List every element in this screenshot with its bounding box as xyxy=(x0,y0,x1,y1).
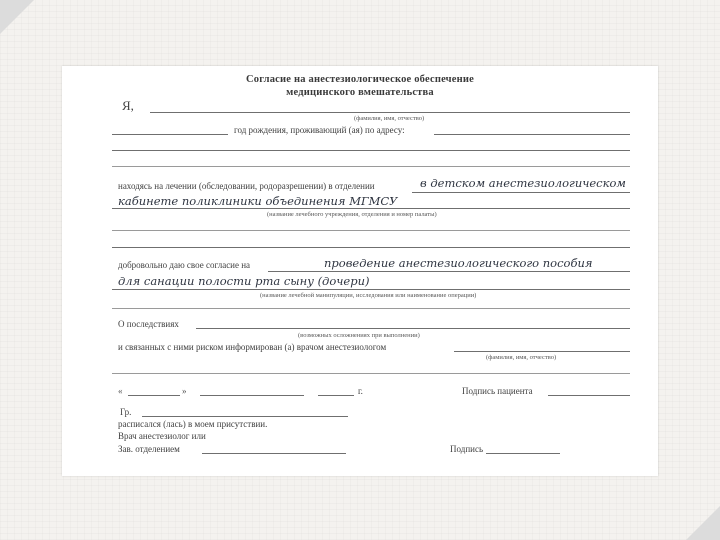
procedure-hint: (название лечебной манипуляции, исследования или наименование операции) xyxy=(260,292,477,299)
treatment-label: находясь на лечении (обследовании, родоразрешении) в отделении xyxy=(118,181,375,191)
ya-label: Я, xyxy=(122,98,134,113)
gr-name-line xyxy=(142,416,348,417)
date-month-line xyxy=(200,395,304,396)
fio-hint: (фамилия, имя, отчество) xyxy=(354,115,425,122)
doctor-name-line xyxy=(454,351,630,352)
head-name-line xyxy=(202,453,346,454)
blank-line-4 xyxy=(112,308,630,309)
signed-in-presence-label: расписался (лась) в моем присутствии. xyxy=(118,419,268,429)
address-line-2 xyxy=(112,150,630,151)
department-line-1 xyxy=(412,192,630,193)
procedure-line-1 xyxy=(268,271,630,272)
procedure-line-2 xyxy=(112,289,630,290)
blank-line-2 xyxy=(112,230,630,231)
consent-form-document xyxy=(62,66,658,476)
consequences-label: О последствиях xyxy=(118,319,179,329)
signature-line xyxy=(486,453,560,454)
corner-decoration-top-left xyxy=(0,0,34,34)
consequences-line xyxy=(196,328,630,329)
corner-decoration-bottom-right xyxy=(686,506,720,540)
patient-signature-line xyxy=(548,395,630,396)
address-line xyxy=(434,134,630,135)
birth-year-line xyxy=(112,134,228,135)
date-year-line xyxy=(318,395,354,396)
doctor-name-hint: (фамилия, имя, отчество) xyxy=(486,354,557,361)
blank-line-3 xyxy=(112,247,630,248)
date-day-line xyxy=(128,395,180,396)
consent-label: добровольно даю свое согласие на xyxy=(118,260,251,270)
department-line-2 xyxy=(112,208,630,209)
date-year-suffix: г. xyxy=(358,386,363,396)
procedure-handwritten-2: для санации полости рта сыну (дочери) xyxy=(118,274,370,288)
doctor-label: Врач анестезиолог или xyxy=(118,431,206,441)
department-handwritten-1: в детском анестезиологическом xyxy=(420,176,626,190)
department-handwritten-2: кабинете поликлиники объединения МГМСУ xyxy=(118,194,398,208)
fio-line xyxy=(150,112,630,113)
blank-line-5 xyxy=(112,373,630,374)
informed-label: и связанных с ними риском информирован (а) врачом анестезиологом xyxy=(118,342,387,352)
form-title-line-1: Согласие на анестезиологическое обеспечение xyxy=(245,74,475,85)
head-of-department-label: Зав. отделением xyxy=(118,444,180,454)
blank-line-1 xyxy=(112,166,630,167)
department-hint: (название лечебного учреждения, отделения и номер палаты) xyxy=(267,211,437,218)
procedure-handwritten-1: проведение анестезиологического пособия xyxy=(324,256,593,270)
date-quote-close: » xyxy=(182,386,187,396)
gr-label: Гр. xyxy=(120,407,132,417)
form-title-line-2: медицинского вмешательства xyxy=(286,87,434,98)
patient-signature-label: Подпись пациента xyxy=(462,386,533,396)
consequences-hint: (возможных осложнениях при выполнении) xyxy=(298,332,420,339)
birth-address-label: год рождения, проживающий (ая) по адресу: xyxy=(234,125,405,135)
date-quote-open: « xyxy=(118,386,123,396)
signature-label: Подпись xyxy=(450,444,484,454)
